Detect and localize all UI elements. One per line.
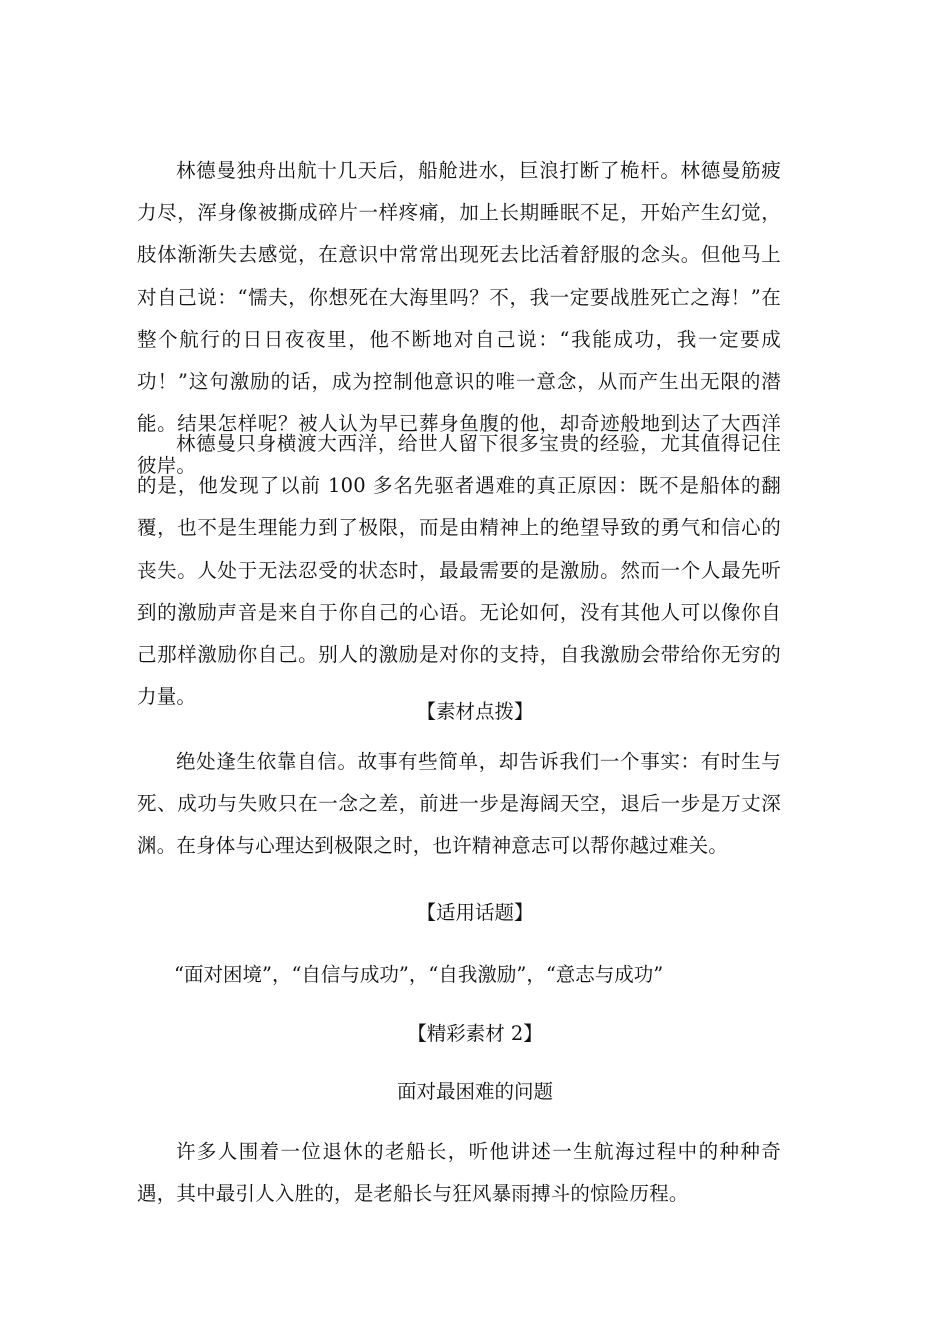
heading-featured-material-2: 【精彩素材 2】	[407, 1022, 543, 1045]
heading-applicable-topics: 【适用话题】	[416, 901, 534, 924]
paragraph-material-tips: 绝处逢生依靠自信。故事有些简单，却告诉我们一个事实：有时生与死、成功与失败只在一念之差，前进一步是海阔天空，退后一步是万丈深渊。在身体与心理达到极限之时，也许精神意志可以帮你越过难关。	[137, 750, 781, 858]
paragraph-old-captain: 许多人围着一位退休的老船长，听他讲述一生航海过程中的种种奇遇，其中最引人入胜的，是老船长与狂风暴雨搏斗的惊险历程。	[137, 1140, 781, 1206]
heading-material-tips: 【素材点拨】	[416, 700, 534, 723]
applicable-topics-line: “面对困境”，“自信与成功”，“自我激励”，“意志与成功”	[174, 963, 664, 986]
paragraph-lindeman-lesson: 林德曼只身横渡大西洋，给世人留下很多宝贵的经验，尤其值得记住的是，他发现了以前 100 多名先驱者遇难的真正原因：既不是船体的翻覆，也不是生理能力到了极限，而是由精神上的绝望导致的勇气和信心的丧失。人处于无法忍受的状态时，最最需要的是激励。然而一个人最先听到的激励声音是来自于你自己的心语。无论如何，没有其他人可以像你自己那样激励你自己。别人的激励是对你的支持，自我激励会带给你无穷的力量。	[137, 432, 781, 709]
paragraph-lindeman-voyage: 林德曼独舟出航十几天后，船舱进水，巨浪打断了桅杆。林德曼筋疲力尽，浑身像被撕成碎片一样疼痛，加上长期睡眠不足，开始产生幻觉，肢体渐渐失去感觉，在意识中常常出现死去比活着舒服的念头。但他马上对自己说：“懦夫，你想死在大海里吗？不，我一定要战胜死亡之海！”在整个航行的日日夜夜里，他不断地对自己说：“我能成功，我一定要成功！”这句激励的话，成为控制他意识的唯一意念，从而产生出无限的潜能。结果怎样呢？被人认为早已葬身鱼腹的他，却奇迹般地到达了大西洋彼岸。	[137, 159, 781, 478]
story-title: 面对最困难的问题	[396, 1080, 553, 1103]
